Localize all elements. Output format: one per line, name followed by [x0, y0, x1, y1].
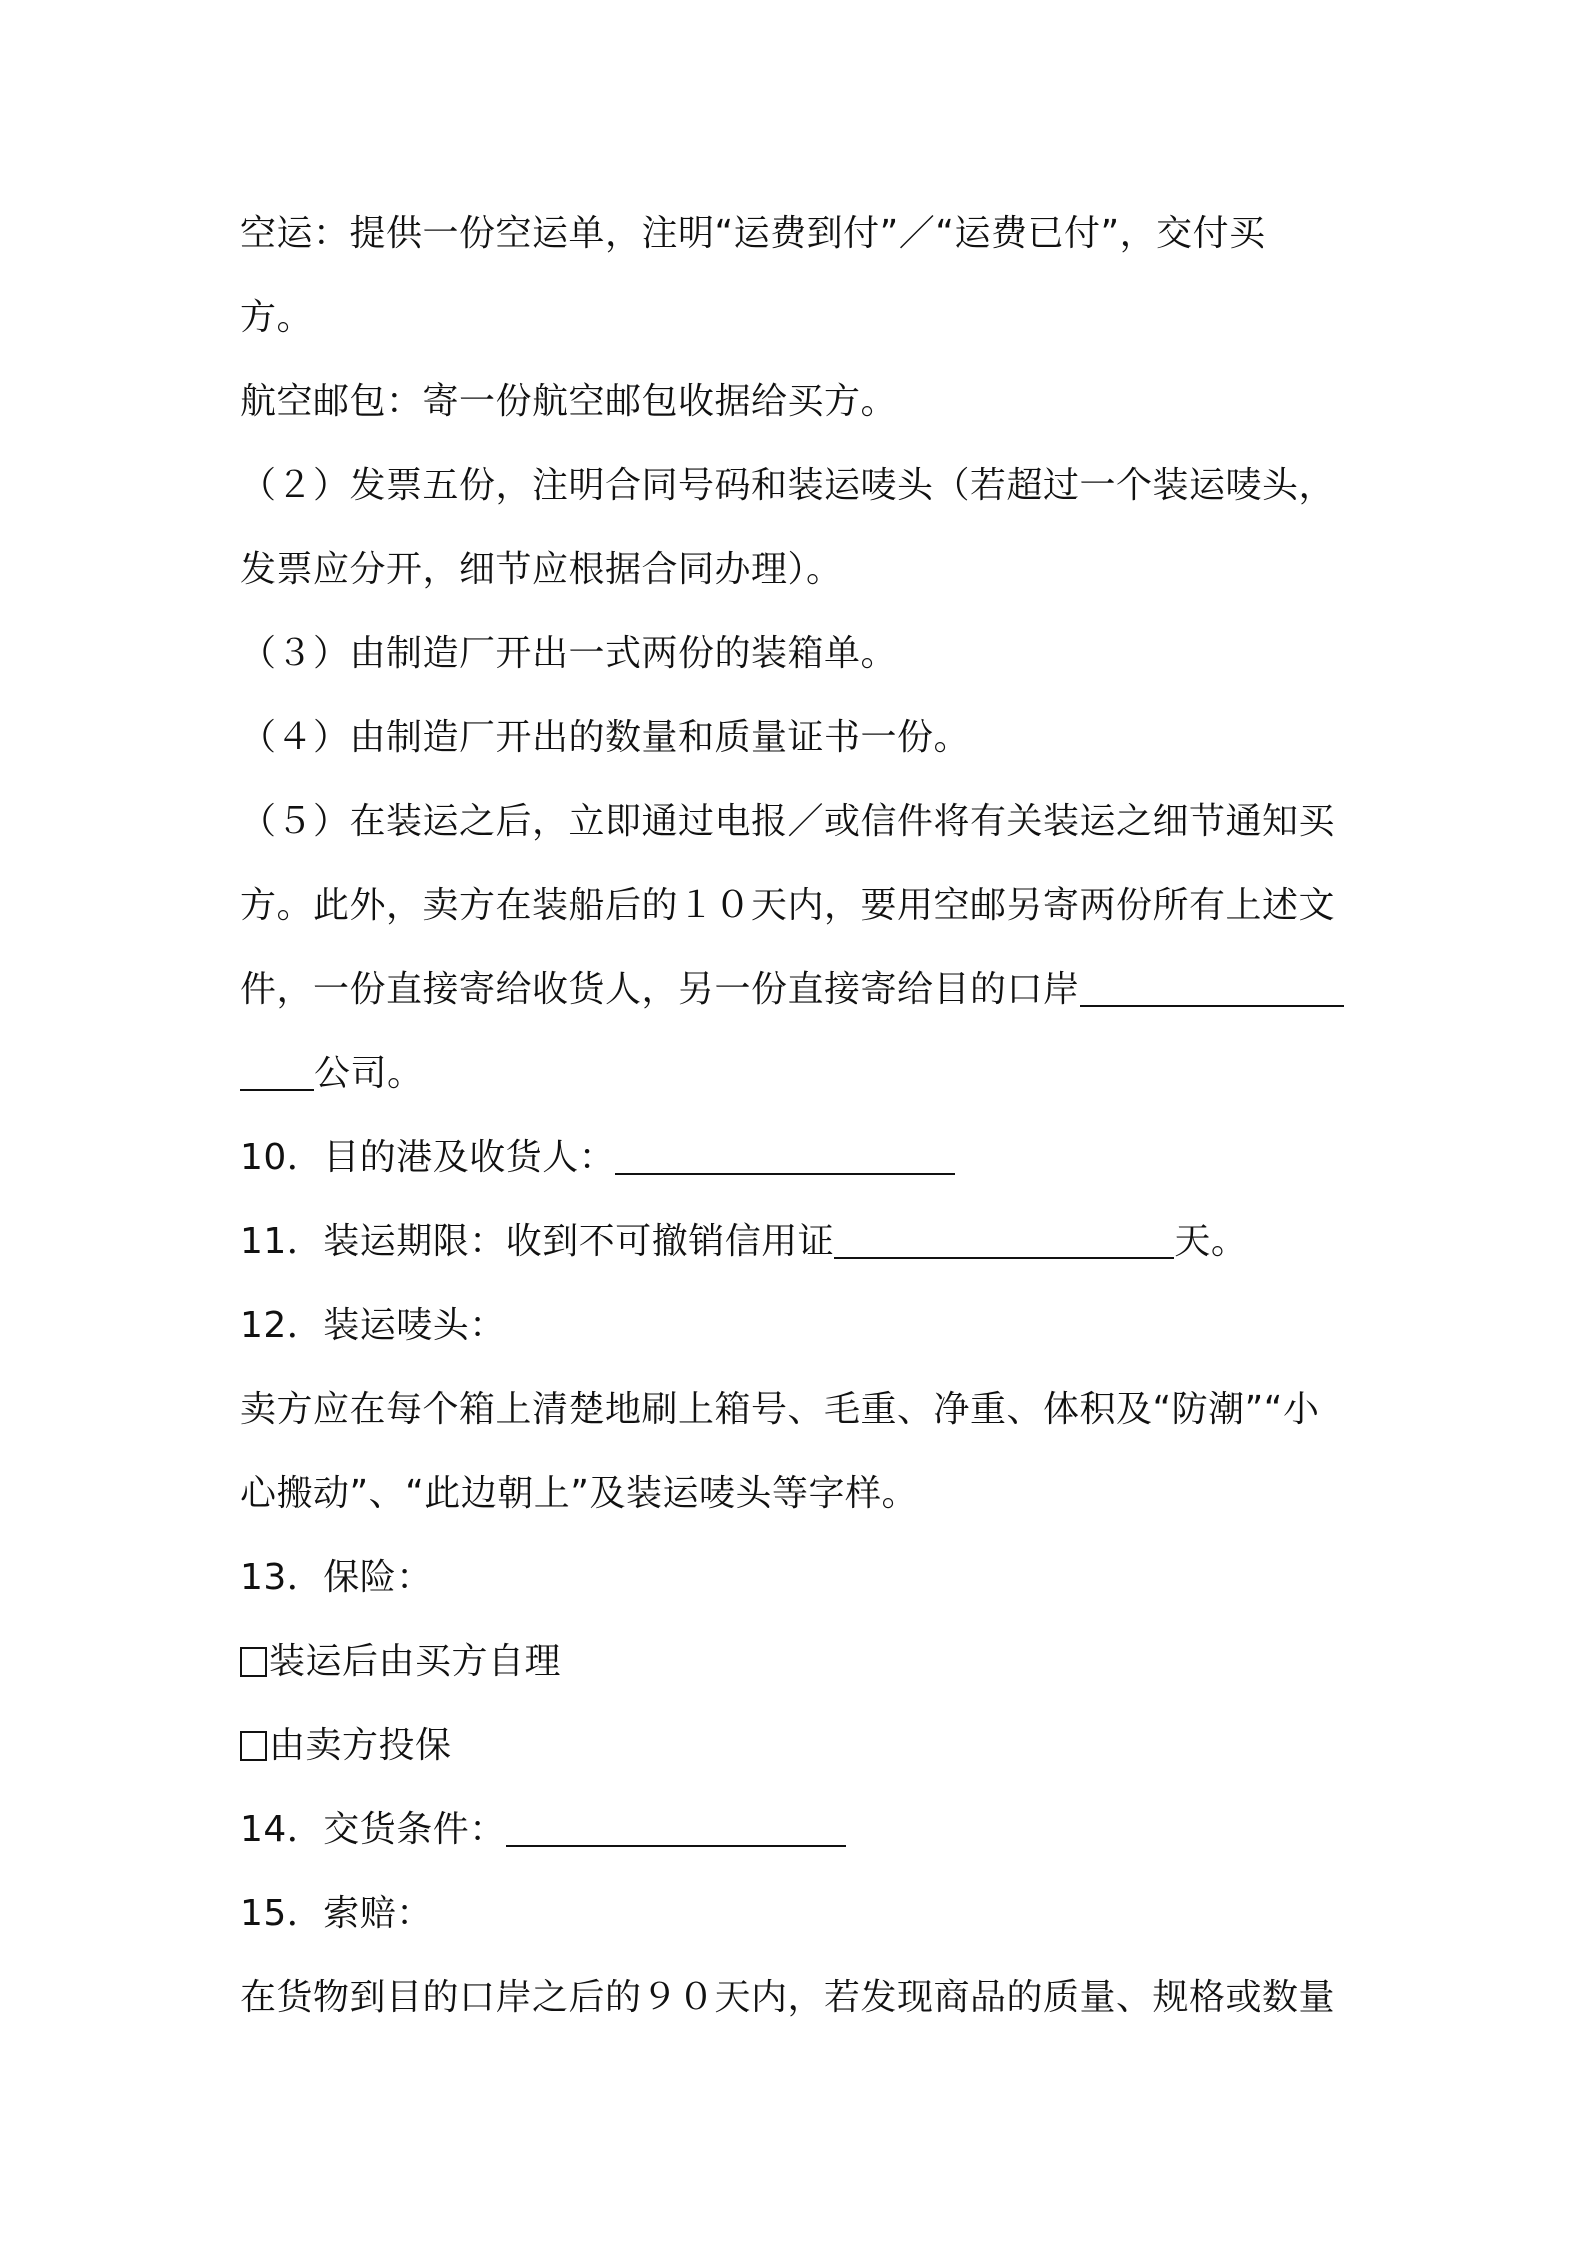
paragraph-line: [240, 612, 1360, 696]
section-15-label: 15．索赔：: [240, 1893, 433, 1934]
shipment-days-blank[interactable]: [834, 1217, 1174, 1259]
paragraph-line: [240, 192, 1360, 276]
paragraph-line: [240, 360, 1360, 444]
section-11: [240, 1200, 1360, 1284]
section-11-label: 11．装运期限：收到不可撤销信用证: [240, 1221, 835, 1262]
checkbox-buyer-insurance[interactable]: [240, 1647, 267, 1677]
text-shipping-notice-cont: 方。此外，卖方在装船后的１０天内，要用空邮另寄两份所有上述文: [240, 885, 1336, 926]
text-invoice: （２）发票五份，注明合同号码和装运唛头（若超过一个装运唛头，: [240, 465, 1336, 506]
text-claims: 在货物到目的口岸之后的９０天内，若发现商品的质量、规格或数量: [240, 1977, 1336, 2018]
paragraph-line: [240, 276, 1360, 360]
paragraph-line: [240, 780, 1360, 864]
checkbox-seller-insurance[interactable]: [240, 1731, 267, 1761]
section-10: [240, 1116, 1360, 1200]
port-company-blank[interactable]: [1080, 965, 1344, 1007]
text-air-transport: 空运：提供一份空运单，注明“运费到付”／“运费已付”，交付买: [240, 213, 1266, 254]
section-14: [240, 1788, 1360, 1872]
paragraph-line: [240, 444, 1360, 528]
text-certificate: （４）由制造厂开出的数量和质量证书一份。: [240, 717, 971, 758]
text-shipping-notice: （５）在装运之后，立即通过电报／或信件将有关装运之细节通知买: [240, 801, 1336, 842]
paragraph-line: [240, 948, 1360, 1032]
section-12: [240, 1284, 1360, 1368]
delivery-terms-blank[interactable]: [506, 1805, 846, 1847]
text-copies: 件，一份直接寄给收货人，另一份直接寄给目的口岸: [240, 969, 1080, 1010]
section-13: [240, 1536, 1360, 1620]
paragraph-line: [240, 1452, 1360, 1536]
text-air-parcel: 航空邮包：寄一份航空邮包收据给买方。: [240, 381, 898, 422]
port-company-blank-cont[interactable]: [240, 1049, 314, 1091]
text-marks: 卖方应在每个箱上清楚地刷上箱号、毛重、净重、体积及“防潮”“小: [240, 1389, 1320, 1430]
paragraph-line: [240, 528, 1360, 612]
insurance-option-buyer-label: 装运后由买方自理: [269, 1641, 562, 1682]
section-10-label: 10．目的港及收货人：: [240, 1137, 616, 1178]
paragraph-line: [240, 1956, 1360, 2040]
document-body: [240, 192, 1360, 2040]
section-13-label: 13．保险：: [240, 1557, 433, 1598]
insurance-option-seller[interactable]: [240, 1704, 1360, 1788]
section-14-label: 14．交货条件：: [240, 1809, 506, 1850]
insurance-option-seller-label: 由卖方投保: [269, 1725, 452, 1766]
text-company: 公司。: [314, 1053, 424, 1094]
insurance-option-buyer[interactable]: [240, 1620, 1360, 1704]
paragraph-line: [240, 1368, 1360, 1452]
paragraph-line: [240, 696, 1360, 780]
text-packing-list: （３）由制造厂开出一式两份的装箱单。: [240, 633, 898, 674]
text-marks-cont: 心搬动”、“此边朝上”及装运唛头等字样。: [240, 1473, 918, 1514]
paragraph-line: [240, 864, 1360, 948]
paragraph-line: [240, 1032, 1360, 1116]
section-12-label: 12．装运唛头：: [240, 1305, 506, 1346]
section-11-suffix: 天。: [1174, 1221, 1248, 1262]
text-air-transport-cont: 方。: [240, 297, 314, 338]
text-invoice-cont: 发票应分开，细节应根据合同办理）。: [240, 549, 843, 590]
destination-consignee-blank[interactable]: [615, 1133, 955, 1175]
section-15: [240, 1872, 1360, 1956]
